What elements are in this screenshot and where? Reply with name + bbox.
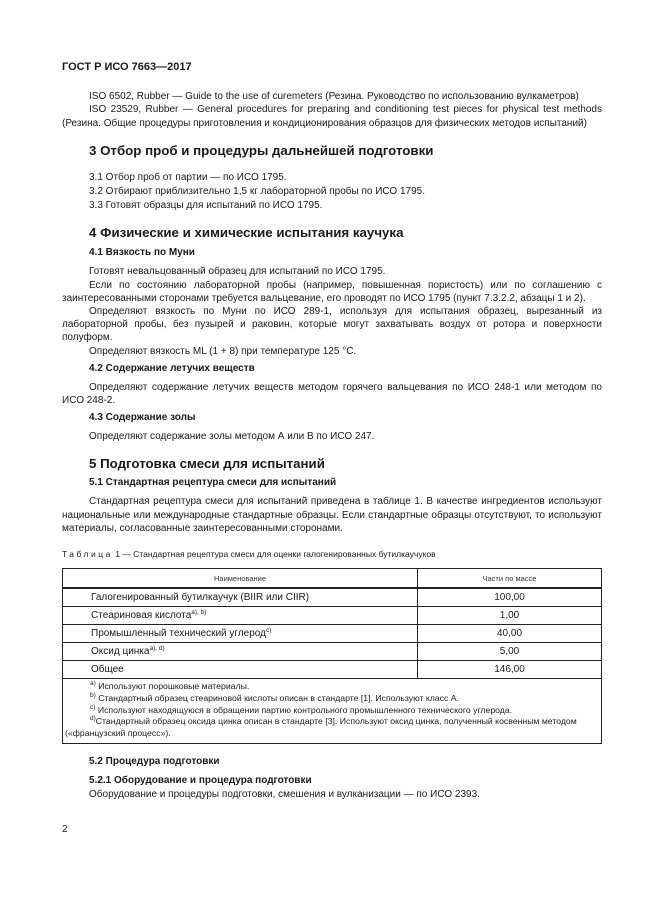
footnote-text: Используют находящуюся в обращении партию контрольного промышленного технического углерода. — [95, 704, 513, 715]
clause-5-1-para: Стандартная рецептура смеси для испытаний приведена в таблице 1. В качестве ингредиентов используют национальные или международные стандартные образцы. Если стандартные образцы отсутствуют, то используют материалы, согласованные заинтересованными сторонами. — [62, 496, 602, 534]
clause-4-1-para: Определяют вязкость ML (1 + 8) при температуре 125 °С. — [89, 345, 357, 357]
footnote-ref: a), b) — [191, 609, 207, 617]
clause-4-3-heading: 4.3 Содержание золы — [89, 412, 196, 424]
clause-3-3: 3.3 Готовят образцы для испытаний по ИСО 1795. — [89, 200, 323, 212]
document-header: ГОСТ Р ИСО 7663—2017 — [62, 61, 192, 73]
clause-5-2-1-heading: 5.2.1 Оборудование и процедура подготовки — [89, 774, 312, 786]
table-row — [63, 643, 602, 661]
clause-4-1-para: Определяют вязкость по Муни по ИСО 289-1, используя для испытания образец, вырезанный из лабораторной пробы, без пузырей и раковин, которые могут захватывать воздух от ротора и поверхности полуформ. — [62, 306, 602, 344]
clause-5-2-1-para: Оборудование и процедуры подготовки, смешения и вулканизации — по ИСО 2393. — [89, 788, 480, 800]
table-caption-text: 1 — Стандартная рецептура смеси для оценки галогенированных бутилкаучуков — [115, 549, 436, 560]
table-footnotes-row — [63, 679, 602, 744]
clause-5-2-heading: 5.2 Процедура подготовки — [89, 755, 220, 767]
clause-5-1-heading: 5.1 Стандартная рецептура смеси для испытаний — [89, 477, 337, 489]
clause-4-2-heading: 4.2 Содержание летучих веществ — [89, 362, 255, 374]
table-footnote — [65, 705, 597, 717]
table-caption — [62, 548, 602, 561]
table-header-row — [63, 569, 602, 589]
reference-iso-6502: ISO 6502, Rubber — Guide to the use of curemeters (Резина. Руководство по использованию вулкаметров) — [89, 91, 579, 103]
section-4-heading: 4 Физические и химические испытания каучука — [89, 225, 404, 241]
ingredient-name: Стеариновая кислота — [91, 610, 192, 622]
recipe-table — [62, 568, 602, 744]
document-page — [62, 61, 602, 801]
footnote-text: Стандартный образец стеариновой кислоты описан в стандарте [1]. Используют класс А. — [95, 692, 459, 703]
footnote-ref: c) — [265, 627, 272, 635]
clause-3-1: 3.1 Отбор проб от партии — по ИСО 1795. — [89, 171, 287, 183]
section-5-heading: 5 Подготовка смеси для испытаний — [89, 456, 325, 472]
ingredient-value: 100,00 — [418, 588, 602, 607]
ingredient-name: Общее — [91, 664, 124, 676]
section-3-heading: 3 Отбор проб и процедуры дальнейшей подготовки — [89, 142, 434, 158]
footnote-mark: c) — [90, 703, 96, 711]
footnote-mark: a) — [90, 680, 96, 688]
ingredient-value: 40,00 — [418, 625, 602, 643]
ingredient-name: Галогенированный бутилкаучук (BIIR или CIIR) — [91, 592, 310, 604]
page-number: 2 — [62, 824, 68, 835]
clause-4-2-para: Определяют содержание летучих веществ методом горячего вальцевания по ИСО 248-1 или методом по ИСО 248-2. — [62, 381, 602, 407]
table-row — [63, 588, 602, 607]
reference-iso-23529: ISO 23529, Rubber — General procedures for preparing and conditioning test pieces for physical test methods (Резина. Общие процедуры приготовления и кондиционирования образцов для физических методов испытаний) — [62, 104, 602, 129]
clause-4-1-para: Готовят невальцованный образец для испытаний по ИСО 1795. — [89, 266, 386, 278]
clause-4-1-para: Если по состоянию лабораторной пробы (например, повышенная пористость) или по соглашению с заинтересованными сторонами требуется вальцевание, его проводят по ИСО 1795 (пункт 7.3.2.2, абзацы 1 и 2). — [62, 279, 602, 304]
footnote-mark: d) — [90, 715, 96, 723]
column-header-mass: Части по массе — [418, 569, 602, 589]
footnote-text: Используют порошковые материалы. — [95, 681, 250, 692]
table-row — [63, 607, 602, 625]
ingredient-value: 5,00 — [418, 643, 602, 661]
table-caption-label: Таблица — [62, 549, 113, 560]
table-footnote — [65, 693, 597, 705]
table-footnote — [65, 681, 597, 693]
table-row — [63, 625, 602, 643]
ingredient-name: Оксид цинка — [91, 646, 150, 658]
clause-4-3-para: Определяют содержание золы методом А или В по ИСО 247. — [89, 431, 375, 443]
column-header-name: Наименование — [63, 569, 418, 589]
ingredient-value: 146,00 — [418, 661, 602, 679]
clause-3-2: 3.2 Отбирают приблизительно 1,5 кг лабораторной пробы по ИСО 1795. — [89, 186, 426, 198]
table-footnote — [65, 716, 597, 739]
clause-4-1-heading: 4.1 Вязкость по Муни — [89, 247, 195, 259]
footnote-mark: b) — [90, 691, 96, 699]
ingredient-value: 1,00 — [418, 607, 602, 625]
footnote-text: Стандартный образец оксида цинка описан в стандарте [3]. Используют оксид цинка, полученный косвенным методом («французский процесс»). — [65, 716, 577, 739]
ingredient-name: Промышленный технический углерод — [91, 628, 266, 640]
table-row — [63, 661, 602, 679]
footnote-ref: a), d) — [149, 645, 165, 653]
